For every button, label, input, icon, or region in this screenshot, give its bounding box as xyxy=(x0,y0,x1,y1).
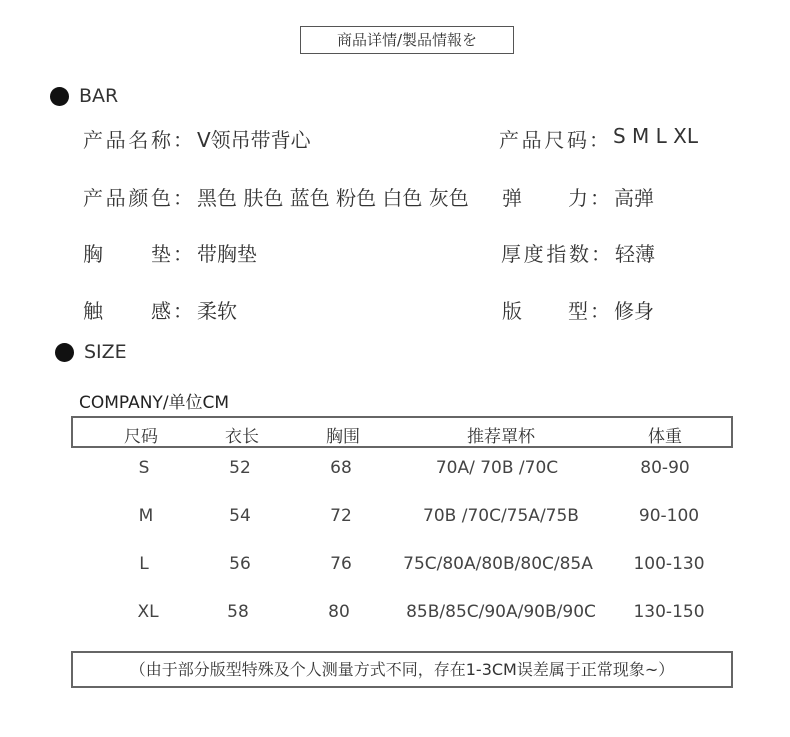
prop-value: S M L XL xyxy=(613,124,699,148)
prop-colon: ： xyxy=(589,128,609,152)
table-cell: 56 xyxy=(229,554,251,574)
table-cell: 68 xyxy=(330,458,352,478)
prop-colon: ： xyxy=(173,128,193,152)
column-header: 推荐罩杯 xyxy=(467,427,535,447)
prop-colon: ： xyxy=(590,299,610,323)
prop-value: 黑色 肤色 蓝色 粉色 白色 灰色 xyxy=(197,186,469,210)
prop-colon: ： xyxy=(591,242,611,266)
table-cell: 75C/80A/80B/80C/85A xyxy=(403,554,593,574)
prop-colon: ： xyxy=(173,299,193,323)
table-cell: 58 xyxy=(227,602,249,622)
prop-touch xyxy=(83,295,237,324)
prop-thickness xyxy=(501,238,655,267)
table-cell: 80 xyxy=(328,602,350,622)
table-row xyxy=(71,448,733,496)
prop-colon: ： xyxy=(590,186,610,210)
prop-value: V领吊带背心 xyxy=(197,128,311,152)
prop-label: 产品尺码 xyxy=(499,128,587,152)
table-cell: 76 xyxy=(330,554,352,574)
column-header: 尺码 xyxy=(124,427,158,447)
prop-label: 产品颜色 xyxy=(83,186,171,210)
prop-chest-pad xyxy=(83,238,257,267)
prop-product-color xyxy=(83,182,469,211)
page-title: 商品详情/製品情報を xyxy=(300,26,514,54)
prop-fit xyxy=(502,295,654,324)
bar-section-heading xyxy=(50,85,118,107)
prop-label: 弹力 xyxy=(502,186,588,210)
table-cell: L xyxy=(139,554,149,574)
prop-label: 版型 xyxy=(502,299,588,323)
prop-label: 胸垫 xyxy=(83,242,171,266)
prop-value: 柔软 xyxy=(197,299,237,323)
table-row xyxy=(71,592,733,640)
table-cell: 54 xyxy=(229,506,251,526)
prop-label: 厚度指数 xyxy=(501,242,589,266)
prop-value: 修身 xyxy=(614,299,654,323)
table-cell: M xyxy=(138,506,154,526)
prop-colon: ： xyxy=(173,242,193,266)
prop-label: 产品名称 xyxy=(83,128,171,152)
bullet-icon xyxy=(55,343,74,362)
prop-product-size xyxy=(499,124,698,153)
prop-value: 轻薄 xyxy=(615,242,655,266)
bar-heading-text: BAR xyxy=(79,85,119,107)
size-unit-label: COMPANY/单位CM xyxy=(79,393,230,413)
table-row xyxy=(71,544,733,592)
bullet-icon xyxy=(50,87,69,106)
size-heading-text: SIZE xyxy=(84,341,127,363)
table-cell: 52 xyxy=(229,458,251,478)
table-cell: 72 xyxy=(330,506,352,526)
column-header: 衣长 xyxy=(225,427,259,447)
size-table-header xyxy=(71,416,733,448)
size-table xyxy=(71,416,733,640)
table-cell: XL xyxy=(137,602,159,622)
table-cell: 70A/ 70B /70C xyxy=(435,458,559,478)
table-cell: 90-100 xyxy=(638,506,700,526)
prop-value: 带胸垫 xyxy=(197,242,257,266)
prop-product-name xyxy=(83,124,311,153)
prop-elasticity xyxy=(502,182,654,211)
prop-label: 触感 xyxy=(83,299,171,323)
prop-colon: ： xyxy=(173,186,193,210)
measurement-note: （由于部分版型特殊及个人测量方式不同，存在1-3CM误差属于正常现象~） xyxy=(71,651,733,688)
column-header: 体重 xyxy=(648,427,682,447)
prop-value: 高弹 xyxy=(614,186,654,210)
column-header: 胸围 xyxy=(326,427,360,447)
table-row xyxy=(71,496,733,544)
table-cell: 100-130 xyxy=(633,554,705,574)
table-cell: 70B /70C/75A/75B xyxy=(423,506,579,526)
table-cell: 130-150 xyxy=(633,602,705,622)
table-cell: 80-90 xyxy=(640,458,690,478)
size-section-heading xyxy=(55,341,127,363)
table-cell: 85B/85C/90A/90B/90C xyxy=(406,602,596,622)
table-cell: S xyxy=(138,458,150,478)
